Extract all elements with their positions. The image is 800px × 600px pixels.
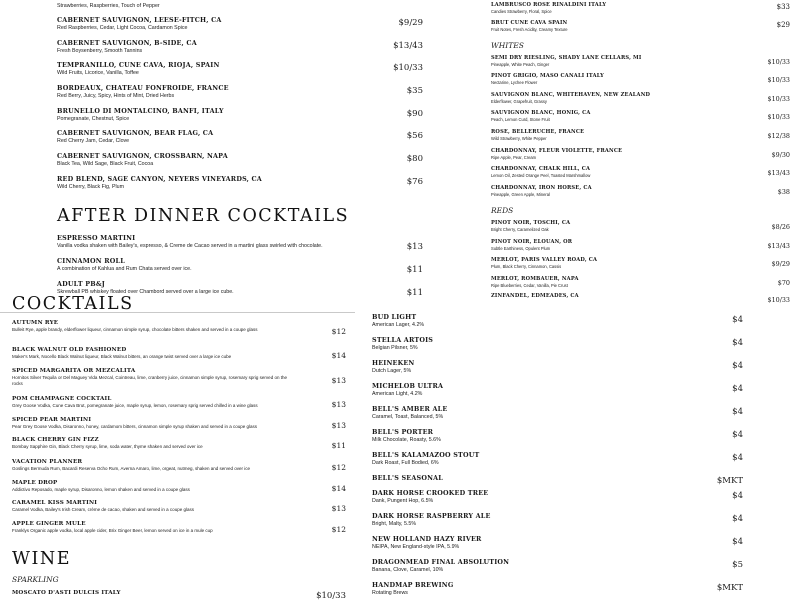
wine-item xyxy=(491,220,790,232)
wine-desc: Subtle Earthiness, Opulent Plum xyxy=(491,246,551,251)
wine-item xyxy=(491,185,790,197)
cocktail-list xyxy=(12,320,346,540)
cocktails-title: COCKTAILS xyxy=(12,294,134,314)
wine-name: RED BLEND, SAGE CANYON, NEYERS VINEYARDS, CA xyxy=(57,175,262,183)
wine-price: $90 xyxy=(406,109,423,119)
beer-name: BELL'S SEASONAL xyxy=(372,474,443,482)
beer-name: BELL'S PORTER xyxy=(372,428,434,436)
wine-price: $33 xyxy=(776,3,790,11)
wine-desc: Wild Strawberry, White Pepper xyxy=(491,136,547,141)
cocktail-name: VACATION PLANNER xyxy=(12,459,83,465)
wine-name: ZINFANDEL, EDMEADES, CA xyxy=(491,293,579,299)
beer-name: DARK HORSE RASPBERRY ALE xyxy=(372,512,491,520)
wine-item xyxy=(12,590,346,600)
cocktail-name: BLACK CHERRY GIN FIZZ xyxy=(12,437,99,443)
beer-desc: Rotating Brews xyxy=(372,590,408,596)
wine-name: PINOT NOIR, TOSCHI, CA xyxy=(491,220,571,226)
wine-desc: Red Raspberries, Cedar, Light Cocoa, Cardamon Spice xyxy=(57,25,188,31)
beer-item xyxy=(372,581,743,596)
wine-price: $10/33 xyxy=(316,591,346,600)
cocktail-price: $11 xyxy=(406,265,423,275)
wine-price: $29 xyxy=(776,21,790,29)
wine-name: CABERNET SAUVIGNON, B-SIDE, CA xyxy=(57,39,197,47)
beer-item xyxy=(372,535,743,550)
cocktail-price: $13 xyxy=(331,504,346,513)
cocktail-desc: Grey Goose Vodka, Cune Cava Brut, pomegranate juice, maple syrup, lemon, rosemary sprig served chilled in a wine glass xyxy=(12,403,258,408)
wine-name: BRUNELLO DI MONTALCINO, BANFI, ITALY xyxy=(57,107,224,115)
wine-desc: Fresh Boysenberry, Smooth Tannins xyxy=(57,48,143,54)
cocktail-name: POM CHAMPAGNE COCKTAIL xyxy=(12,396,112,402)
wine-price: $10/33 xyxy=(767,113,790,121)
cocktail-name: MAPLE DROP xyxy=(12,480,58,486)
wine-item xyxy=(57,61,423,76)
wine-desc: Ripe Apple, Pear, Cream xyxy=(491,155,537,160)
after-dinner-item xyxy=(57,280,423,298)
cocktail-desc: Vanilla vodka shaken with Bailey's, espresso, & Creme de Cacao served in a martini glass swirled with chocolate. xyxy=(57,243,323,249)
wine-item xyxy=(491,55,790,67)
wine-desc: Black Tea, Wild Sage, Black Fruit, Cocoa xyxy=(57,161,154,167)
beer-name: HEINEKEN xyxy=(372,359,415,367)
wine-price: $38 xyxy=(777,188,790,196)
wine-desc: Wild Cherry, Black Fig, Plum xyxy=(57,184,125,190)
wine-desc: Pineapple, White Peach, Ginger xyxy=(491,62,550,67)
wine-name: SEMI DRY RIESLING, SHADY LANE CELLARS, MI xyxy=(491,55,642,61)
wine-desc: Red Cherry Jam, Cedar, Clove xyxy=(57,138,130,144)
beer-list xyxy=(372,313,743,600)
wine-desc: Fruit Notes, Fresh Acidity, Creamy Texture xyxy=(491,27,568,32)
beer-item xyxy=(372,512,743,527)
wine-name: CHARDONNAY, IRON HORSE, CA xyxy=(491,185,592,191)
cocktail-name: BLACK WALNUT OLD FASHIONED xyxy=(12,347,127,353)
wine-price: $76 xyxy=(406,177,423,187)
wine-item xyxy=(57,39,423,54)
wine-title: WINE xyxy=(12,549,71,569)
wine-item xyxy=(57,16,423,31)
wine-item xyxy=(491,92,790,104)
cocktail-item xyxy=(12,396,346,409)
wine-item xyxy=(491,73,790,85)
wine-price: $12/38 xyxy=(767,132,790,140)
beer-desc: Dank, Pungent Hop, 6.5% xyxy=(372,498,434,504)
beer-name: NEW HOLLAND HAZY RIVER xyxy=(372,535,482,543)
wine-desc: Lemon Oil, Zested Orange Peel, Toasted Marshmallow xyxy=(491,173,591,178)
beer-name: MICHELOB ULTRA xyxy=(372,382,444,390)
wine-price: $9/29 xyxy=(771,260,790,268)
cocktail-desc: A combination of Kahlua and Rum Chata served over ice. xyxy=(57,266,192,272)
cocktail-price: $12 xyxy=(331,525,346,534)
wine-desc: Bright Cherry, Caramelized Oak xyxy=(491,227,549,232)
wine-item xyxy=(491,257,790,269)
beer-desc: Dutch Lager, 5% xyxy=(372,368,412,374)
wine-price: $13/43 xyxy=(393,41,423,51)
beer-price: $4 xyxy=(732,361,743,371)
wine-item xyxy=(57,129,423,144)
beer-price: $4 xyxy=(732,407,743,417)
wine-price: $10/33 xyxy=(767,95,790,103)
wine-price: $56 xyxy=(406,131,423,141)
wine-name: BORDEAUX, CHATEAU FONFROIDE, FRANCE xyxy=(57,84,229,92)
wine-name: CHARDONNAY, CHALK HILL, CA xyxy=(491,166,591,172)
wine-name: TEMPRANILLO, CUNE CAVA, RIOJA, SPAIN xyxy=(57,61,220,69)
wine-name: SAUVIGNON BLANC, HONIG, CA xyxy=(491,110,591,116)
wine-desc: Ripe Blueberries, Cedar, Vanilla, Pie Crust xyxy=(491,283,568,288)
cocktail-name: AUTUMN RYE xyxy=(12,320,59,326)
beer-item xyxy=(372,451,743,466)
beer-price: $4 xyxy=(732,514,743,524)
cocktail-desc: Caramel Vodka, Bailey's Irish Cream, crème de cacao, shaken and served in a coupe glass xyxy=(12,507,194,512)
beer-price: $5 xyxy=(732,560,743,570)
beer-desc: NEIPA, New England-style IPA, 5.9% xyxy=(372,544,460,550)
cocktail-price: $13 xyxy=(406,242,423,252)
wine-price: $80 xyxy=(406,154,423,164)
beer-price: $4 xyxy=(732,453,743,463)
wine-desc-fragment: Strawberries, Raspberries, Touch of Pepper xyxy=(57,3,160,9)
beer-name: BELL'S AMBER ALE xyxy=(372,405,448,413)
wine-name: MOSCATO D'ASTI DULCIS ITALY xyxy=(12,590,121,596)
wine-item xyxy=(491,239,790,251)
cocktail-item xyxy=(12,347,346,360)
cocktail-item xyxy=(12,459,346,472)
wine-price: $13/43 xyxy=(767,242,790,250)
cocktail-name: SPICED PEAR MARTINI xyxy=(12,417,92,423)
beer-price: $4 xyxy=(732,537,743,547)
wine-price: $10/33 xyxy=(767,58,790,66)
beer-desc: Bright, Malty, 5.5% xyxy=(372,521,417,527)
wine-name: MERLOT, ROMBAUER, NAPA xyxy=(491,276,579,282)
wine-name: PINOT GRIGIO, MASO CANALI ITALY xyxy=(491,73,605,79)
wine-name: MERLOT, PARIS VALLEY ROAD, CA xyxy=(491,257,598,263)
wine-price: $9/29 xyxy=(398,18,423,28)
after-dinner-item xyxy=(57,257,423,275)
wine-desc: Nectarine, Lychee Flower xyxy=(491,80,538,85)
beer-price: $4 xyxy=(732,430,743,440)
beer-desc: Caramel, Toast, Balanced, 5% xyxy=(372,414,444,420)
beer-price: $4 xyxy=(732,491,743,501)
after-dinner-list xyxy=(57,234,423,302)
beer-item xyxy=(372,405,743,420)
right-wine-column xyxy=(491,0,790,302)
wine-name: CHARDONNAY, FLEUR VIOLETTE, FRANCE xyxy=(491,148,623,154)
beer-desc: Dark Roast, Full Bodied, 6% xyxy=(372,460,439,466)
cocktail-name: CINNAMON ROLL xyxy=(57,257,125,265)
cocktail-desc: Bombay Sapphire Gin, Black Cherry syrup, lime, soda water, thyme shaken and served over ice xyxy=(12,444,203,449)
beer-price: $MKT xyxy=(716,583,743,593)
wine-name: BRUT CUNE CAVA SPAIN xyxy=(491,20,568,26)
wine-price: $10/33 xyxy=(393,63,423,73)
beer-price: $MKT xyxy=(716,476,743,486)
wine-item xyxy=(57,152,423,167)
cocktail-price: $12 xyxy=(331,327,346,336)
wine-name: LAMBRUSCO ROSE RINALDINI ITALY xyxy=(491,2,607,8)
after-dinner-title: AFTER DINNER COCKTAILS xyxy=(57,206,350,226)
beer-name: HANDMAP BREWING xyxy=(372,581,454,589)
cocktail-desc: Skrewball PB whiskey floated over Chambord served over a large ice cube. xyxy=(57,289,234,295)
cocktail-price: $14 xyxy=(331,351,346,360)
beer-item xyxy=(372,558,743,573)
cocktail-item xyxy=(12,320,346,336)
cocktail-price: $13 xyxy=(331,376,346,385)
wine-price: $70 xyxy=(777,279,790,287)
cocktail-price: $11 xyxy=(406,288,423,298)
whites-subtitle: WHITES xyxy=(491,41,524,50)
beer-item xyxy=(372,359,743,374)
wine-list-top-left xyxy=(57,0,423,195)
wine-item xyxy=(491,276,790,288)
cocktail-desc: Addictivo Reposado, maple syrup, Disaronno, lemon shaken and served in a coupe glass xyxy=(12,487,190,492)
wine-name: PINOT NOIR, ELOUAN, OR xyxy=(491,239,573,245)
reds-subtitle: REDS xyxy=(491,206,514,215)
cocktail-item xyxy=(12,500,346,513)
cocktail-desc: Franklys Organic apple vodka, local apple cider, Brix Ginger Beer, lemon served on ice in a mule cup xyxy=(12,528,213,533)
wine-name: CABERNET SAUVIGNON, BEAR FLAG, CA xyxy=(57,129,214,137)
cocktail-desc: Maker's Mark, Nocello Black Walnut liqueur, Black Walnut bitters, an orange twist served over a large ice cube xyxy=(12,354,232,359)
beer-item xyxy=(372,313,743,328)
beer-item xyxy=(372,474,743,486)
wine-desc: Pineapple, Green Apple, Mineral xyxy=(491,192,550,197)
beer-name: DARK HORSE CROOKED TREE xyxy=(372,489,489,497)
after-dinner-item xyxy=(57,234,423,252)
wine-item xyxy=(57,175,423,190)
cocktail-name: SPICED MARGARITA OR MEZCALITA xyxy=(12,368,136,374)
cocktail-name: CARAMEL KISS MARTINI xyxy=(12,500,98,506)
wine-name: ROSE, BELLERUCHE, FRANCE xyxy=(491,129,585,135)
beer-item xyxy=(372,428,743,443)
wine-item xyxy=(491,2,790,14)
beer-price: $4 xyxy=(732,338,743,348)
wine-price: $9/30 xyxy=(771,151,790,159)
beer-price: $4 xyxy=(732,315,743,325)
cocktail-name: APPLE GINGER MULE xyxy=(12,521,86,527)
cocktail-price: $11 xyxy=(331,441,346,450)
wine-item xyxy=(57,84,423,99)
beer-name: STELLA ARTOIS xyxy=(372,336,434,344)
wine-name: CABERNET SAUVIGNON, CROSSBARN, NAPA xyxy=(57,152,228,160)
wine-price: $8/26 xyxy=(771,223,790,231)
wine-name: SAUVIGNON BLANC, WHITEHAVEN, NEW ZEALAND xyxy=(491,92,651,98)
cocktail-name: ESPRESSO MARTINI xyxy=(57,234,136,242)
wine-item xyxy=(57,107,423,122)
beer-item xyxy=(372,489,743,504)
sparkling-subtitle: SPARKLING xyxy=(12,575,59,584)
wine-desc: Wild Fruits, Licorice, Vanilla, Toffee xyxy=(57,70,139,76)
cocktail-price: $13 xyxy=(331,421,346,430)
cocktail-item xyxy=(12,417,346,430)
wine-price: $10/33 xyxy=(767,296,790,304)
cocktail-price: $13 xyxy=(331,400,346,409)
cocktail-desc: Hornitos Silver Tequila or Del Maguey Vida Mezcal, Cointreau, lime, cranberry juice, cinnamon simple syrup, rosemary sprig served on the rocks xyxy=(12,375,287,387)
beer-desc: Belgian Pilsner, 5% xyxy=(372,345,418,351)
wine-item xyxy=(491,20,790,32)
beer-name: BELL'S KALAMAZOO STOUT xyxy=(372,451,480,459)
sparkling-list xyxy=(12,590,346,600)
wine-desc: Red Berry, Juicy, Spicy, Hints of Mint, Dried Herbs xyxy=(57,93,175,99)
wine-item xyxy=(491,293,790,304)
wine-desc: Pomegranate, Chestnut, Spice xyxy=(57,116,130,122)
cocktail-name: ADULT PB&J xyxy=(57,280,106,288)
wine-price: $35 xyxy=(406,86,423,96)
wine-desc: Candies Strawberry, Floral, Spice xyxy=(491,9,552,14)
wine-price: $10/33 xyxy=(767,76,790,84)
wine-desc: Plum, Black Cherry, Cinnamon, Cassis xyxy=(491,264,562,269)
cocktail-price: $14 xyxy=(331,484,346,493)
wine-name: CABERNET SAUVIGNON, LEESE-FITCH, CA xyxy=(57,16,222,24)
wine-desc: Elderflower, Grapefruit, Grassy xyxy=(491,99,547,104)
beer-desc: American Lager, 4.2% xyxy=(372,322,425,328)
cocktail-item xyxy=(12,368,346,388)
wine-price: $13/43 xyxy=(767,169,790,177)
beer-desc: Milk Chocolate, Roasty, 5.6% xyxy=(372,437,441,443)
cocktail-desc: Pear Grey Goose Vodka, Disaronno, honey, cardamom bitters, cinnamon simple syrup shaken and served in a coupe glass xyxy=(12,424,258,429)
wine-item xyxy=(491,148,790,160)
beer-price: $4 xyxy=(732,384,743,394)
beer-desc: Banana, Clove, Caramel, 10% xyxy=(372,567,444,573)
cocktail-item xyxy=(12,521,346,534)
cocktail-item xyxy=(12,437,346,450)
beer-item xyxy=(372,382,743,397)
cocktail-item xyxy=(12,480,346,493)
beer-name: DRAGONMEAD FINAL ABSOLUTION xyxy=(372,558,510,566)
beer-name: BUD LIGHT xyxy=(372,313,417,321)
beer-item xyxy=(372,336,743,351)
beer-desc: American Light, 4.2% xyxy=(372,391,423,397)
wine-item xyxy=(491,166,790,178)
wine-desc: Peach, Lemon Curd, Stone Fruit xyxy=(491,117,550,122)
cocktail-desc: Goslings Bermuda Rum, Bacardi Reserva Ocho Rum, Averna Amaro, lime, orgeat, nutmeg, shaken and served over ice xyxy=(12,466,251,471)
wine-item xyxy=(491,129,790,141)
wine-item xyxy=(491,110,790,122)
cocktail-price: $12 xyxy=(331,463,346,472)
cocktail-desc: Bulleit Rye, apple brandy, elderflower liqueur, cinnamon simple syrup, chocolate bitters shaken and served in a coupe glass xyxy=(12,327,258,332)
